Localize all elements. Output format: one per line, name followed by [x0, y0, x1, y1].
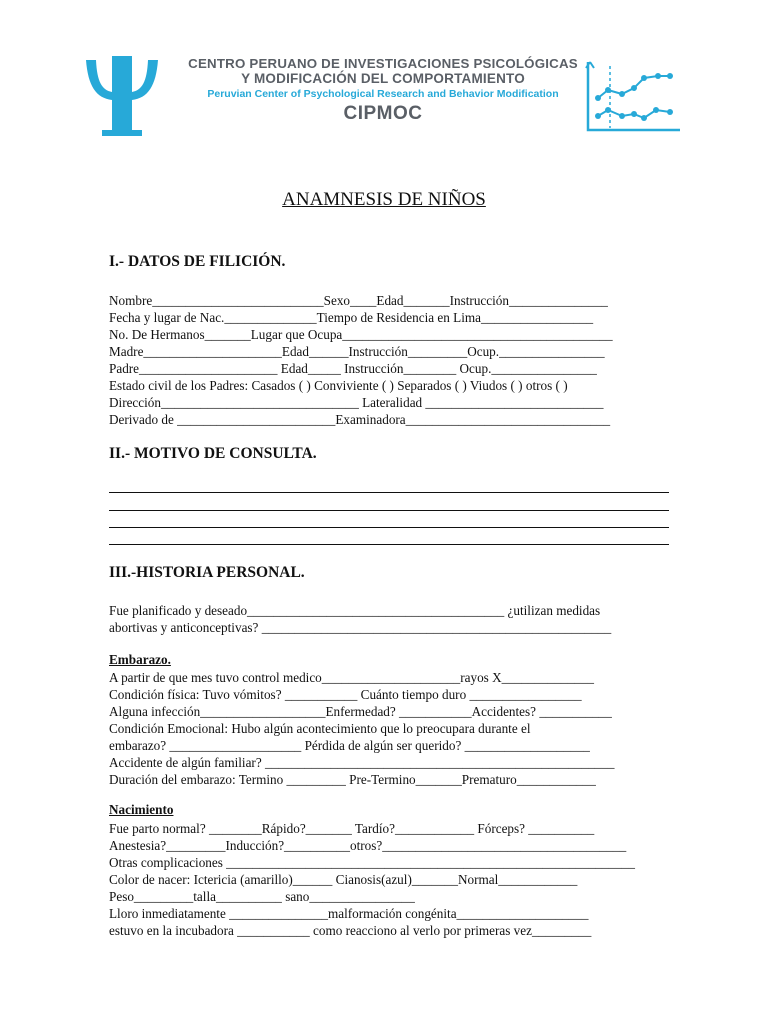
field-line-duracion: Duración del embarazo: Termino _________ Pre-Termino_______Prematuro____________	[109, 772, 596, 787]
field-line-lloro: Lloro inmediatamente _______________malformación congénita____________________	[109, 906, 589, 921]
section-heading-motivo: II.- MOTIVO DE CONSULTA.	[109, 445, 317, 462]
field-line-control-medico: A partir de que mes tuvo control medico_____________________rayos X______________	[109, 670, 594, 685]
institution-line-1: CENTRO PERUANO DE INVESTIGACIONES PSICOLÓGICAS	[188, 56, 578, 71]
psi-logo-icon	[82, 54, 162, 136]
field-line-infeccion: Alguna infección___________________Enfermedad? ___________Accidentes? ___________	[109, 704, 612, 719]
field-line-color-nacer: Color de nacer: Ictericia (amarillo)______ Cianosis(azul)_______Normal____________	[109, 872, 578, 887]
field-line-padre: Padre_____________________ Edad_____ Instrucción________ Ocup.________________	[109, 361, 597, 376]
field-line-incubadora: estuvo en la incubadora ___________ como reacciono al verlo por primeras vez_________	[109, 923, 592, 938]
answer-line	[109, 510, 669, 511]
field-line-condicion-emocional: Condición Emocional: Hubo algún acontecimiento que lo preocupara durante el	[109, 721, 531, 736]
field-line-estado-civil: Estado civil de los Padres: Casados ( ) Conviviente ( ) Separados ( ) Viudos ( ) otros ( )	[109, 378, 568, 393]
field-line-parto: Fue parto normal? ________Rápido?_______ Tardío?____________ Fórceps? __________	[109, 821, 595, 836]
institution-line-2: Y MODIFICACIÓN DEL COMPORTAMIENTO	[241, 71, 525, 86]
answer-line	[109, 544, 669, 545]
answer-line	[109, 492, 669, 493]
field-line-fecha-nacimiento: Fecha y lugar de Nac.______________Tiempo de Residencia en Lima_________________	[109, 310, 594, 325]
field-line-madre: Madre_____________________Edad______Instrucción_________Ocup.________________	[109, 344, 605, 359]
document-header	[82, 48, 694, 140]
document-title: ANAMNESIS DE NIÑOS	[282, 189, 486, 210]
field-line-perdida: embarazo? ____________________ Pérdida de algún ser querido? ___________________	[109, 738, 590, 753]
subsection-nacimiento: Nacimiento	[109, 802, 174, 817]
field-line-nombre: Nombre__________________________Sexo____Edad_______Instrucción_______________	[109, 293, 608, 308]
field-line-hermanos: No. De Hermanos_______Lugar que Ocupa_________________________________________	[109, 327, 613, 342]
field-line-peso: Peso_________talla__________ sano________________	[109, 889, 415, 904]
field-line-direccion: Dirección______________________________ Lateralidad ___________________________	[109, 395, 604, 410]
answer-line	[109, 527, 669, 528]
field-line-derivado: Derivado de ________________________Examinadora_______________________________	[109, 412, 611, 427]
institution-english-name: Peruvian Center of Psychological Research and Behavior Modification	[207, 88, 559, 100]
section-heading-historia: III.-HISTORIA PERSONAL.	[109, 564, 305, 581]
field-line-anestesia: Anestesia?_________Inducción?__________otros?_____________________________________	[109, 838, 627, 853]
line-chart-logo-icon	[582, 58, 682, 134]
institution-acronym: CIPMOC	[343, 103, 423, 124]
field-line-anticonceptivas: abortivas y anticonceptivas? _____________________________________________________	[109, 620, 612, 635]
field-line-planificado: Fue planificado y deseado_______________________________________ ¿utilizan medidas	[109, 603, 601, 618]
section-heading-filiacion: I.- DATOS DE FILICIÓN.	[109, 253, 286, 270]
field-line-complicaciones: Otras complicaciones ______________________________________________________________	[109, 855, 635, 870]
institution-name	[188, 56, 578, 124]
field-line-accidente-familiar: Accidente de algún familiar? _____________________________________________________	[109, 755, 615, 770]
subsection-embarazo: Embarazo.	[109, 652, 171, 667]
field-line-condicion-fisica: Condición física: Tuvo vómitos? ___________ Cuánto tiempo duro _________________	[109, 687, 582, 702]
